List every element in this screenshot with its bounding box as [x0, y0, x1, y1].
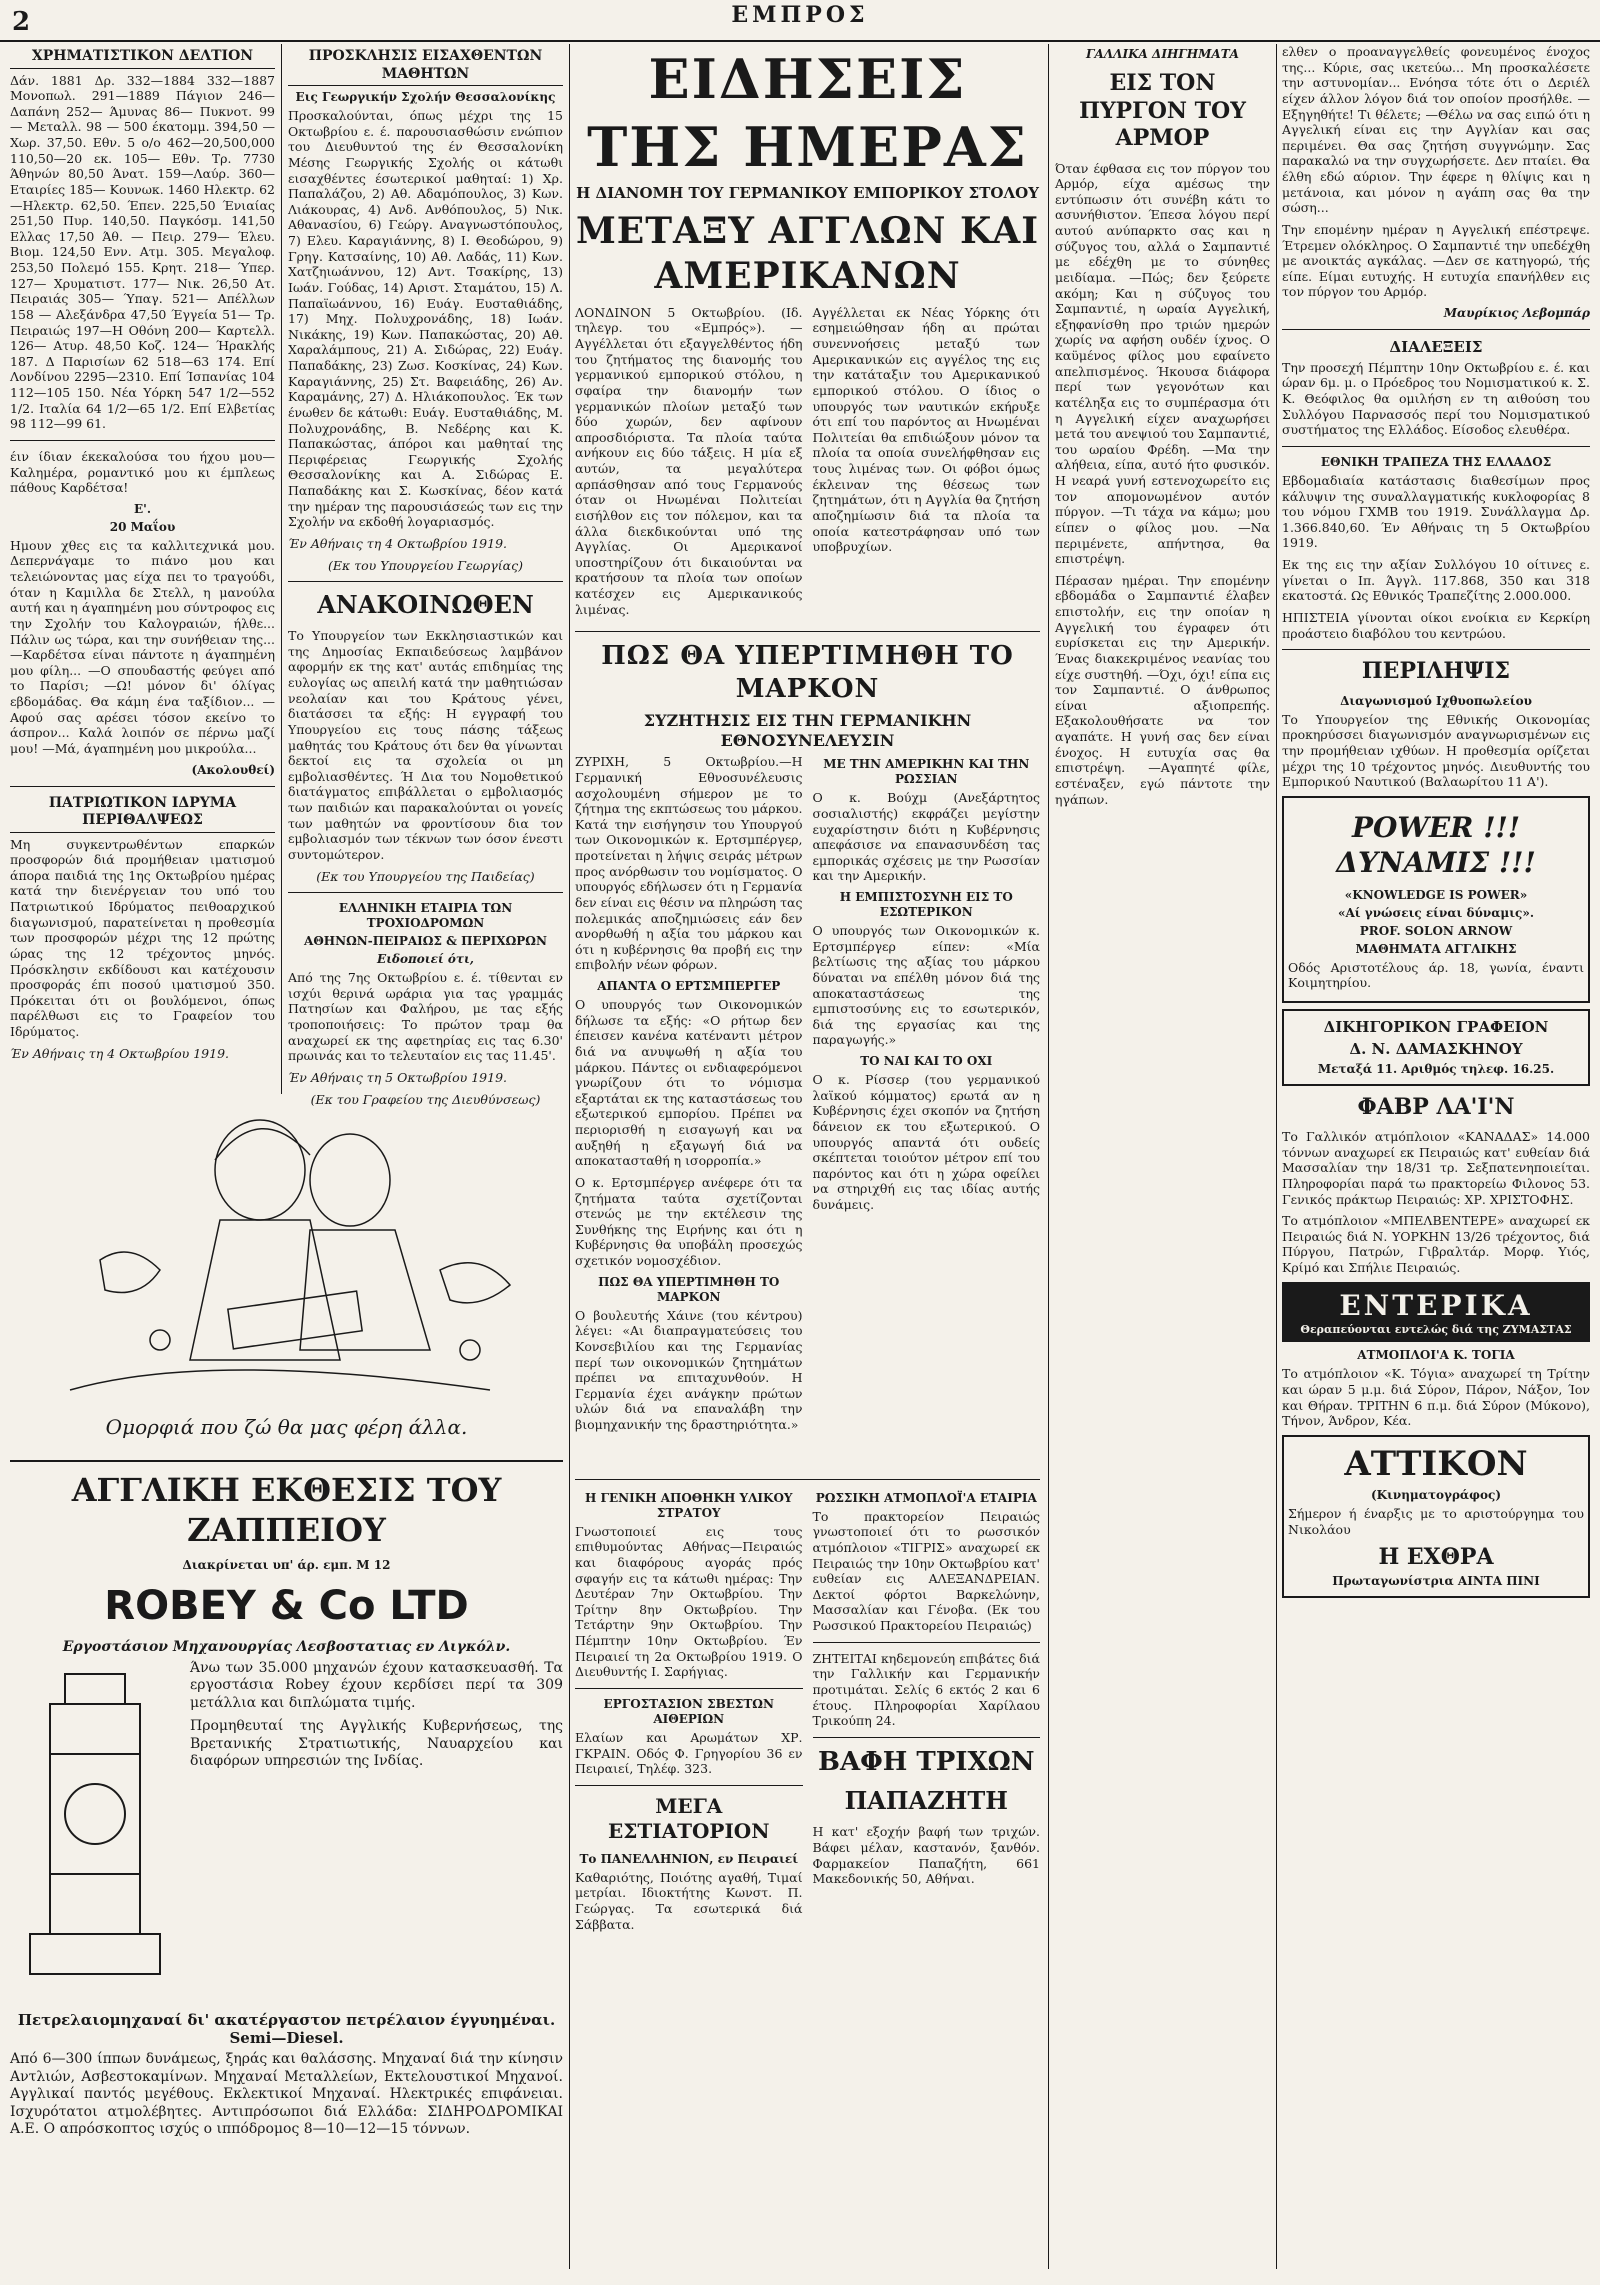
column-rule — [1276, 44, 1277, 2269]
story-column-title: ΓΑΛΛΙΚΑ ΔΙΗΓΗΜΑΤΑ — [1086, 47, 1239, 61]
story-headline: ΕΙΣ ΤΟΝ ΠΥΡΓΟΝ ΤΟΥ ΑΡΜΟΡ — [1079, 70, 1246, 151]
announcement-title: ΑΝΑΚΟΙΝΩΘΕΝ — [317, 590, 534, 620]
adv-title: ΑΓΓΛΙΚΗ ΕΚΘΕΣΙΣ ΤΟΥ ΖΑΠΠΕΙΟΥ — [71, 1471, 502, 1549]
news-headline1: ΜΕΤΑΞΥ ΑΓΓΛΩΝ ΚΑΙ ΑΜΕΡΙΚΑΝΩΝ — [575, 209, 1040, 297]
story2-c: Ο κ. Ερτσμπέργερ ανέφερε ότι τα ζητήματα ταύτα σχετίζονται στενώς με την εκτέλεσιν της Συνθήκης της Ειρήνης και ότι η Κυβέρνησις θα υποβάλη προσεχώς σχετικόν νομοσχέδιον. — [575, 1174, 803, 1268]
news-headline2-sub: ΣΥΖΗΤΗΣΙΣ ΕΙΣ ΤΗΝ ΓΕΡΜΑΝΙΚΗΝ ΕΘΝΟΣΥΝΕΛΕΥΣΙΝ — [643, 711, 972, 751]
foundation-text: Μη συγκεντρωθέντων επαρκών προσφορών διά προμήθειαν ιματισμού άπορα παιδιά της 1ης Οκτωβρίου ημέρας κατά την διενέργειαν του υπό του Πατριωτικού Ιδρύματος πειθοαρχικού διαγωνισμού, παρατείνεται η προθεσμία των προσφορών μέχρι της 12 πρώτης ώρας της 12 τρέχοντος μηνός. Πρόσκλησιν εκδίδουσι και κατέχουσιν προσφοράς έπι ποσού ιματισμού 350. Πρόκειται ότι οι βουλόμενοι, όπως παρέλθωσι εις το Γραφείον του Ιδρύματος. — [10, 836, 275, 1039]
summary-text: Το Υπουργείον της Εθνικής Οικονομίας προκηρύσσει διαγωνισμόν αναγνωρισμένων εις την προμήθειαν ιχθύων. Η προθεσμία ορίζεται μέχρι της 10 τρέχοντος μηνός. Διευθυντής του Εμπορικού Ναυτικού (Βαλαωρίτου 11 Α'). — [1282, 711, 1590, 790]
story2-sub-yesno: ΤΟ ΝΑΙ ΚΑΙ ΤΟ ΟΧΙ — [860, 1054, 993, 1068]
paper-name: ΕΜΠΡΟΣ — [731, 2, 869, 28]
rest-title: ΜΕΓΑ ΕΣΤΙΑΤΟΡΙΟΝ — [607, 1793, 770, 1843]
story2-f: Ο κ. Ρίσσερ (του γερμανικού λαϊκού κόμματος) ερωτά αν η Κυβέρνησις έχει σκοπόν να ζητήση δάνειον εκ του εξωτερικού. Ο υπουργός απαντά ότι ουδείς σκέπτεται τοιούτον μέτρον επί του παρόντος και ότι η χώρα οφείλει να στηριχθή εις τας ιδίας αυτής δυνάμεις. — [812, 1072, 1040, 1212]
dye-name: ΠΑΠΑΖΗΤΗ — [844, 1786, 1008, 1816]
professor-sub: ΜΑΘΗΜΑΤΑ ΑΓΓΛΙΚΗΣ — [1355, 941, 1517, 956]
cinema-text: Σήμερον ή έναρξις με το αριστούργημα του Νικολάου — [1288, 1506, 1584, 1537]
law-name: Δ. Ν. ΔΑΜΑΣΚΗΝΟΥ — [1349, 1039, 1523, 1058]
story2-sub-erzb: ΑΠΑΝΤΑ Ο ΕΡΤΣΜΠΕΡΓΕΡ — [597, 979, 781, 993]
children-reading-illustration — [10, 1100, 563, 1410]
engine-illustration — [10, 1664, 180, 2004]
story2-sub-raise: ΠΩΣ ΘΑ ΥΠΕΡΤΙΜΗΘΗ ΤΟ ΜΑΡΚΟΝ — [598, 1274, 780, 1304]
rest-text: Καθαριότης, Ποιότης αγαθή, Τιμαί μετρίαι. Ιδιοκτήτης Κωνστ. Π. Γεώργας. Τα εσωτερικά διά Σάββατα. — [575, 1869, 803, 1932]
lectures-text: Την προσεχή Πέμπτην 10ην Οκτωβρίου ε. έ. και ώραν 6μ. μ. ο Πρόεδρος του Νομισματικού κ. Σ. Κ. Θεόφιλος θα ομιλήση εν τη αιθούση του Συλλόγου Παρνασσός περί του Νομισματικού συστήματος της Ελλάδος. Είσοδος ελευθέρα. — [1282, 359, 1590, 438]
tram-subtitle: ΑΘΗΝΩΝ-ΠΕΙΡΑΙΩΣ & ΠΕΡΙΧΩΡΩΝ — [304, 934, 547, 949]
dye-title: ΒΑΦΗ ΤΡΙΧΩΝ — [817, 1746, 1035, 1777]
summary-title: ΠΕΡΙΛΗΨΙΣ — [1361, 658, 1511, 685]
story2-a: ΖΥΡΙΧΗ, 5 Οκτωβρίου.—Η Γερμανική Εθνοσυνέλευσις ασχολουμένη σήμερον με το ζήτημα της εκπτώσεως του μάρκου. Κατά την εισήγησιν του Υπουργού των Οικονομικών κ. Ερτσμπέργερ, προτείνεται η λήψις σειράς μέτρων προς ανόρθωσιν του νομίσματος. Ο υπουργός εδήλωσεν ότι η Γερμανία δεν είναι εις θέσιν να πληρώση τας πολεμικάς αποζημιώσεις εάν δεν ανορθωθή η αξία του μάρκου και ότι η κυβέρνησις θα προβή εις την επιβολήν νέων φόρων. — [575, 754, 803, 973]
cust-text: Ελαίων και Αρωμάτων ΧΡ. ΓΚΡΑΙΝ. Οδός Φ. Γρηγορίου 36 εν Πειραιεί, Τηλέφ. 323. — [575, 1729, 803, 1777]
adv-label: Πετρελαιομηχαναί δι' ακατέργαστον πετρέλαιον έγγυημέναι. Semi—Diesel. — [17, 2010, 556, 2048]
serial-number: Ε'. — [134, 501, 151, 516]
column-ads — [1282, 44, 1590, 2269]
adv-sub2: Εργοστάσιον Μηχανουργίας Λεσβοστατιας εν Λιγκόλν. — [62, 1639, 511, 1655]
column-finance — [10, 44, 275, 1094]
enterika-title: ΕΝΤΕΡΙΚΑ — [1339, 1288, 1533, 1322]
rus-title: ΡΩΣΣΙΚΗ ΑΤΜΟΠΛΟΪ'Α ΕΤΑΙΡΙΑ — [815, 1490, 1037, 1505]
students-date: Έν Αθήναις τη 4 Οκτωβρίου 1919. — [288, 535, 507, 551]
column-rule — [1048, 44, 1049, 2269]
story2-sub-market: ΜΕ ΤΗΝ ΑΜΕΡΙΚΗΝ ΚΑΙ ΤΗΝ ΡΩΣΣΙΑΝ — [823, 757, 1030, 787]
column-rule — [569, 44, 570, 2269]
stores-text: Γνωστοποιεί εις τους επιθυμούντας Αθήνας—Πειραιώς και διαφόρους αγοράς πρός σφαγήν εις τα κάτωθι ημέρας: Την Δευτέραν 7ην Οκτωβρίου. Την Τρίτην 8ην Οκτωβρίου. Την Τετάρτην 9ην Οκτωβρίου. Την Πέμπτην 10ην Οκτωβρίου. Έν Πειραιεί τη 2α Οκτωβρίου 1919. Ο Διευθυντής Ι. Σαρήγιας. — [575, 1523, 803, 1680]
adv-sub: Διακρίνεται υπ' άρ. εμπ. Μ 12 — [182, 1558, 391, 1572]
professor-address: Οδός Αριστοτέλους άρ. 18, γωνία, έναντι Κοιμητηρίου. — [1288, 959, 1584, 991]
tram-head: Ειδοποιεί ότι, — [377, 952, 474, 967]
law-address: Μεταξά 11. Αριθμός τηλεφ. 16.25. — [1317, 1061, 1555, 1076]
news-headline2: ΠΩΣ ΘΑ ΥΠΕΡΤΙΜΗΘΗ ΤΟ ΜΑΡΚΟΝ — [601, 641, 1014, 704]
page-number: 2 — [12, 7, 31, 37]
story2-g: Ο βουλευτής Χάινε (του κέντρου) λέγει: «Αι διαπραγματεύσεις του Κονσεβιλίου και της Γερμανίας περί των οικονομικών ζητημάτων πρέπει να επιταχυνθούν. Η Γερμανία έχει ανάγκην πρώτων υλών διά να επαναλάβη την βιομηχανικήν της δραστηριότητα.» — [575, 1307, 803, 1432]
adv-text3: Από 6—300 ίππων δυνάμεως, ξηράς και θαλάσσης. Μηχαναί διά την κίνησιν Αντλιών, Ασβεστοκαμίνων. Μηχαναί Μεταλλείων, Εκτελουστικοί Μηχανοί. Αγγλικαί παντός μεγέθους. Εκλεκτικοί Μηχαναί. Ηλεκτρικές επιφάνειαι. Ισχυρότατοι ατμολέβητες. Αντιπρόσωποι διά Ελλάδα: ΣΙΔΗΡΟΔΡΟΜΙΚΑΙ Α.Ε. Ο απρόσκοπτος ισχύς ο ιππόδρομος 8—10—12—15 τόννων. — [10, 2051, 563, 2137]
power-quote: «KNOWLEDGE IS POWER» — [1344, 887, 1528, 902]
tram-text: Από της 7ης Οκτωβρίου ε. έ. τίθενται εν ισχύι θερινά ωράρια για τας γραμμάς Πατησίων και Φαλήρου, με τας εξής τροποποιήσεις: Το πρώτον τραμ θα αναχωρεί εκ της αφετηρίας εις τας 6.30' πρωινάς και το τελευταίον εις τας 11.45'. — [288, 970, 563, 1064]
story1-a: ΛΟΝΔΙΝΟΝ 5 Οκτωβρίου. (Ιδ. τηλεγρ. του «Εμπρός»). — Αγγέλλεται ότι εξαγγελθέντος ήδη του ζητήματος της διανομής του γερμανικού εμπορικού στόλου, η σφαίρα την διανομήν των γερμανικών πλοίων μεταξύ των δύο χωρών, δεν αφίνουν απροσδιόριστα. Τα πλοία ταύτα ανήκουν εις δύο τάξεις. Η μία εξ αυτών, τα μεγαλύτερα αρπάσθησαν από τους Γερμανούς όταν οι Ηνωμέναι Πολιτείαι εισήλθον εις τον πόλεμον, και τα άλλα διεκδικούνται υπό της Αγγλίας. Οι Αμερικανοί υποστηρίζουν ότι δικαιούνται να κρατήσουν τα πλοία των οποίων κατέσχεν εις Αμερικανικούς λιμένας. — [575, 304, 803, 617]
story-author: Μαυρίκιος Λεβομπάρ — [1443, 306, 1590, 320]
rest-name: Το ΠΑΝΕΛΛΗΝΙΟΝ, εν Πειραιεί — [579, 1851, 799, 1866]
film-title: Η ΕΧΘΡΑ — [1378, 1543, 1494, 1570]
illustration-caption: Ομορφιά που ζώ θα μας φέρη άλλα. — [105, 1415, 468, 1440]
serial-intro: έιν ίδιαν έκεκαλούσα του ήχου μου—Καλημέρα, ρομαντικό μου κι έμπλεως πάθους Καρδέτσα! — [10, 448, 275, 496]
advertisement-robey — [10, 1460, 563, 2277]
professor-name: PROF. SOLON ARNOW — [1359, 923, 1513, 938]
serial-date: 20 Μαΐου — [109, 519, 176, 534]
story2-d: Ο κ. Βούχμ (Ανεξάρτητος σοσιαλιστής) εκφράζει μεγίστην ευχαρίστησιν διότι η Κυβέρνησις απεφάσισε να επανασυνδέση τας εμπορικάς σχέσεις με την Ρωσσίαν και την Αμερικήν. — [812, 790, 1040, 884]
masthead — [0, 0, 1600, 42]
students-subtitle: Εις Γεωργικήν Σχολήν Θεσσαλονίκης — [295, 90, 556, 104]
foundation-date: Έν Αθήναις τη 4 Οκτωβρίου 1919. — [10, 1045, 229, 1061]
law-title: ΔΙΚΗΓΟΡΙΚΟΝ ΓΡΑΦΕΙΟΝ — [1323, 1018, 1549, 1036]
cinema-sub: (Κινηματογράφος) — [1370, 1488, 1502, 1503]
adv-text2: Προμηθευταί της Αγγλικής Κυβερνήσεως, της Βρετανικής Στρατιωτικής, Ναυαρχείου και διαφόρων υπηρεσιών της Ινδίας. — [190, 1718, 563, 1769]
students-title: ΠΡΟΣΚΛΗΣΙΣ ΕΙΣΑΧΘΕΝΤΩΝ ΜΑΘΗΤΩΝ — [288, 48, 563, 86]
news-sub1: Η ΔΙΑΝΟΜΗ ΤΟΥ ΓΕΡΜΑΝΙΚΟΥ ΕΜΠΟΡΙΚΟΥ ΣΤΟΛΟΥ — [576, 184, 1039, 202]
tog-text: Το ατμόπλοιον «Κ. Τόγια» αναχωρεί τη Τρίτην και ώραν 5 μ.μ. διά Σύρον, Πάρον, Νάξον, Ίον και Θήραν. ΤΡΙΤΗΝ 6 π.μ. διά Σύρον (Μύκονο), Τήνον, Άνδρον, Κέα. — [1282, 1366, 1590, 1429]
hilpo-text: ΗΠΙΣΤΕΙΑ γίνονται οίκοι ενοίκια εν Κερκίρη προάστειο διαβόλου του κεντρώου. — [1282, 609, 1590, 641]
bank-title: ΕΘΝΙΚΗ ΤΡΑΠΕΖΑ ΤΗΣ ΕΛΛΑΔΟΣ — [1320, 454, 1552, 469]
cinema-title: ΑΤΤΙΚΟΝ — [1344, 1443, 1528, 1484]
finance-title: ΧΡΗΜΑΤΙΣΤΙΚΟΝ ΔΕΛΤΙΟΝ — [10, 48, 275, 69]
column-story — [1055, 44, 1270, 2269]
power-title: POWER !!! ΔΥΝΑΜΙΣ !!! — [1336, 810, 1536, 879]
fabre-text: Το Γαλλικόν ατμόπλοιον «ΚΑΝΑΔΑΣ» 14.000 τόννων αναχωρεί εκ Πειραιώς κατ' ευθείαν διά Μασσαλίαν την 18/31 τρ. Σεξπατενηποιείται. Πληροφορίαι παρά τω πρακτορείω Φιλονος 53. Γενικός πράκτωρ Πειραιώς: ΧΡ. ΧΡΙΣΤΟΦΗΣ. — [1282, 1129, 1590, 1207]
story-continued2: Την επομένην ημέραν η Αγγελική επέστρεψε. Έτρεμεν ολόκληρος. Ο Σαμπαντιέ την υπεδέχθη με ανοικτάς αγκάλας. —Δεν σε κατηγορώ, τής είπε. Είμαι ευτυχής. Η ευτυχία επανήλθεν εις τον πύργον του Αρμόρ. — [1282, 221, 1590, 300]
column-rule — [281, 44, 282, 1094]
tram-date: Έν Αθήναις τη 5 Οκτωβρίου 1919. — [288, 1069, 507, 1085]
ship-text: Το ατμόπλοιον «ΜΠΕΛΒΕΝΤΕΡΕ» αναχωρεί εκ Πειραιώς διά Ν. ΥΟΡΚΗΝ 13/26 τρέχοντος, διά Πύργου, Πατρών, Γιβραλτάρ. Μορφ. Υιός, Κρίμό και Σπήλιε Πειραιώς. — [1282, 1213, 1590, 1275]
adv-text1: Άνω των 35.000 μηχανών έχουν κατασκευασθή. Τα εργοστάσια Robey έχουν κερδίσει περί τα 309 μετάλλια και διπλώματα τιμής. — [190, 1659, 563, 1711]
film-sub: Πρωταγωνίστρια ΑΙΝΤΑ ΠΙΝΙ — [1332, 1574, 1540, 1589]
cust-title: ΕΡΓΟΣΤΑΣΙΟΝ ΣΒΕΣΤΩΝ ΑΙΘΕΡΙΩΝ — [603, 1696, 774, 1726]
story2-b: Ο υπουργός των Οικονομικών δήλωσε τα εξής: «Ο ρήτωρ δεν έπεισεν κανένα κατέναντι μέτρον διά να ανυψωθή η αξία του μάρκου. Πάντες οι ενδιαφερόμενοι γνωρίζουν ότι το νόμισμα εξαρτάται εκ της καταστάσεως του εξωτερικού εμπορίου. Πρέπει να περιορισθή η εισαγωγή και να αυξηθή η εξαγωγή διά να αποκατασταθή η ισορροπία.» — [575, 997, 803, 1169]
stores-title: Η ΓΕΝΙΚΗ ΑΠΟΘΗΚΗ ΥΛΙΚΟΥ ΣΤΡΑΤΟΥ — [585, 1490, 793, 1520]
story2-e: Ο υπουργός των Οικονομικών κ. Ερτσμπέργερ είπεν: «Μία βελτίωσις της αξίας του μάρκου δύναται να επέλθη μόνον διά της αποκαταστάσεως της εμπιστοσύνης εις το εσωτερικόν, διά της εργασίας και της παραγωγής.» — [812, 923, 1040, 1048]
dye-text: Η κατ' εξοχήν βαφή των τριχών. Βάφει μέλαν, καστανόν, ξανθόν. Φαρμακείον Παπαζήτη, 661 Μακεδονικής 50, Αθήναι. — [812, 1824, 1040, 1887]
story-text: Όταν έφθασα εις τον πύργον του Αρμόρ, είχα αμέσως την εντύπωσιν ότι συνέβη κάτι το ασυνήθιστον. Έπεσα λόγου περί αυτού ανύπαρκτο σας και η σύζυγος του, αλλά ο Σαμπαντιέ με εδέχθη με το σύνηθες μειδίαμα. —Πώς; δεν ξεύρετε ακόμη; Και η σύζυγος του Σαμπαντιέ, η ωραία Αγγελική, εξηφανίσθη προ τριών ημερών χωρίς να αφήση ουδέν ίχνος. Ο καϋμένος φίλος μου εφαίνετο απελπισμένος. Ήκουσα διάφορα περί των γεγονότων και κατέληξα εις το συμπέρασμα ότι η Αγγελική είχεν αναχωρήσει μετά του ανεψιού του Σαμπαντιέ, του ωραίου Φρέδη. —Μα την αλήθεια, είπα, αυτό ήτο φυσικόν. Η νεαρά γυνή εστενοχωρείτο εις τον απομονωμένον αυτόν πύργον. —Τι τάχα να κάμω; μου είπεν ο φίλος μου. —Να περιμένετε, απήντησα, θα επιστρέψη. — [1055, 160, 1270, 567]
students-source: (Εκ του Υπουργείου Γεωργίας) — [328, 557, 523, 573]
fabre-title: ΦΑΒΡ ΛΑ'Ι'Ν — [1357, 1093, 1515, 1120]
enterika-sub: Θεραπεύονται εντελώς διά της ΖΥΜΑΣΤΑΣ — [1300, 1322, 1572, 1336]
column-notices — [288, 44, 563, 1107]
power-trans: «Αί γνώσεις είναι δύναμις». — [1337, 905, 1534, 920]
story-continued: ελθεν ο προαναγγελθείς φονευμένος ένοχος της... Κύριε, σας ικετεύω... Μη προσκαλέσετε την αστυνομίαν... Ενόησα τότε ότι ο Δεριέλ είχεν άλλον λόγον διά τον οποίον προσήλθε. —Εξηγηθήτε! Τι θέλετε; —Θέλω να σας ειπώ ότι η Αγγελική είναι εις την Αγγλίαν και σας περιμένει. Θα σας ζητήση συγγνώμην. Σας παρακαλώ να την συγχωρήσετε. Δεν πταίει. Θα έλθη εδώ αύριον. Την έφερε η θλίψις και η μετάνοια, και μόνον η αγάπη σας θα την σώση... — [1282, 44, 1590, 216]
wanted-text: ΖΗΤΕΙΤΑΙ κηδεμονεύη επιβάτες διά την Γαλλικήν και Γερμανικήν προτιμάται. Σελίς 6 εκτός 2 και 6 έτους. Πληροφορίαι Χαρίλαου Τρικούπη 24. — [812, 1650, 1040, 1729]
story1-b: Αγγέλλεται εκ Νέας Υόρκης ότι εσημειώθησαν ήδη αι πρώται συνεννοήσεις μεταξύ των Αμερικανικών εις αγγέλος της εις την κατάταξιν του Αμερικανικού εμπορικού στόλου. Ο ίδιος ο υπουργός των ναυτικών εκήρυξε ότι επί του παρόντος αι Ηνωμέναι Πολιτείαι θα επιδιώξουν μόνον τα πλοία τα οποία συνελήφθησαν εις τους λιμένας των. Οι φόβοι όμως έκλειναν της θέσεως των ζητημάτων, ότι η Αγγλία θα ζητήση αποζημίωσιν διά τα πλοία τα οποία κατεστράφησαν υπό των υποβρυχίων. — [812, 304, 1040, 555]
bank-text: Εβδομαδιαία κατάστασις διαθεσίμων προς κάλυψιν της συναλλαγματικής κυκλοφορίας 8 του νόμου ΓΧΜΒ του 1919. Συνάλλαγμα Δρ. 1.366.840,60. Έν Αθήναις τη 5 Οκτωβρίου 1919. — [1282, 472, 1590, 551]
story-text2: Πέρασαν ημέραι. Την επομένην εβδομάδα ο Σαμπαντιέ έλαβεν επιστολήν, εις την οποίαν η Αγγελική του έγραφεν ότι ευρίσκεται εις την Αμερικήν. Ένας διακεκριμένος νεανίας του είχε συστηθή. —Όχι, όχι! είπα εις τον Σαμπαντιέ. Ο άνθρωπος είναι αξιοπρεπής. Εξακολουθήσατε να τον αγαπάτε. Η γυνή σας δεν είναι ένοχος. Η ευτυχία σας θα επιστρέψη. —Αγαπητέ φίλε, εστέναξεν, εγώ πάντοτε την ηγάπων. — [1055, 572, 1270, 807]
finance-text: Δάν. 1881 Δρ. 332—1884 332—1887 Μονοπωλ. 291—1889 Πάγιον 246— Δαπάνη 252— Άμυνας 86— Πυκνοτ. 99 — Μεταλλ. 98 — 500 έκατομμ. 394,50 —Χωρ. 37,50. Εθν. 5 ο/ο 462—20,500,000 110,50—20 εκ. 105— Εθν. Τρ. 7730 Άθηνών 80,50 Άνατ. 159—Λαύρ. 360— Εταιρίες 185— Κουνωκ. 1460 Ηλεκτρ. 62—Ηλεκτρ. 62,50. Έπεν. 225,50 Ένιαίας 251,50 Πυρ. 140,50. Παγκόσμ. 141,50 Ελλας 17,50 Άθ. — Πειρ. 279— Έλευ. Βιομ. 124,50 Ενν. Ατμ. 305. Μεγαλοφ. 253,50 Πολεμό 155. Κρητ. 218— Ύπερ. 127— Χρυματιστ. 177— Νικ. 26,50 Ατ. Πειραιάς 305— Ύπαγ. 521— Απέλλων 158 — Αλεξάνδρα 47,50 Έγγεία 51— Τρ. Πειραιώς 197—Η Οθόνη 200— Καρτελλ. 126— Ατυρ. 48,50 Κοζ. 124— Ήρακλής 187. Δ Παρισίων 62 518—63 174. Επί Λονδίνου 2295—2310. Επί Ίσπανίας 104 112—105 150. Νέα Υόρκη 547 1/2—552 1/2. Ιταλία 64 1/2—65 1/2. Επί Ελβετίας 98 112—99 61. — [10, 72, 275, 432]
tram-title: ΕΛΛΗΝΙΚΗ ΕΤΑΙΡΙΑ ΤΩΝ ΤΡΟΧΙΟΔΡΟΜΩΝ — [338, 901, 513, 931]
adv-brand: ROBEY & Co LTD — [104, 1583, 469, 1629]
lectures-title: ΔΙΑΛΕΞΕΙΣ — [1389, 338, 1483, 356]
bank-text2: Εκ της εις την αξίαν Συλλόγου 10 οίτινες ε. γίνεται ο Ιπ. Άγγλ. 117.868, 350 και 318 εκατοστά. Ως Εθνικός Τραπεζίτης 2.000.000. — [1282, 557, 1590, 604]
news-banner: ΕΙΔΗΣΕΙΣ ΤΗΣ ΗΜΕΡΑΣ — [587, 47, 1028, 179]
summary-sub: Διαγωνισμού Ιχθυοπωλείου — [1340, 693, 1532, 708]
students-text: Προσκαλούνται, όπως μέχρι της 15 Οκτωβρίου ε. έ. παρουσιασθώσιν ενώπιον του Διευθυντού της έν Θεσσαλονίκη Μέσης Γεωργικής Σχολής οι κάτωθι εισαχθέντες έσωτερικοί μαθηταί: 1) Χρ. Παπαλάζου, 2) Αθ. Αδαμόπουλος, 3) Κων. Λιάκουρας, 4) Ανδ. Ανθόπουλος, 5) Νικ. Αθανασίου, 6) Γεώργ. Αναγνωστόπουλος, 7) Ελευ. Καραγιάννης, 8) Ι. Θεοδώρου, 9) Γρηγ. Κατσαίνης, 10) Αθ. Λαδάς, 11) Κων. Χατζηιωάννου, 12) Αντ. Τσακίρης, 13) Ιωάν. Γούδας, 14) Αριστ. Σταμάτου, 15) Λ. Παπαϊωάννου, 16) Ευάγ. Ευσταθιάδης, 17) Μηχ. Πολυχρονάδης, 18) Ιωάν. Νικάκης, 19) Κων. Παπακώστας, 20) Αθ. Χαραλάμπους, 21) Α. Σιδώρας, 22) Ευάγ. Παπαδάκης, 23) Ζωσ. Κοσκίνας, 24) Κων. Καραγιάννης, 25) Στ. Βαφειάδης, 26) Αν. Καραμάνης, 27) Δ. Ηλιάκοπουλος. Έκ των ένωθεν δε κάτωθι: Ευάγ. Ευσταθιάδης, Μ. Πολυχρονάδης, Β. Νεδέρης και Κ. Παπακώστας, άπόροι και μαθηταί της Περιφέρειας Γεωργικής Σχολής Θεσσαλονίκης και Α. Σιδώρας Ε. Παπαδάκης και Σ. Κωσκίνας, δέον κατά την ημέραν της παρουσιάσεώς των εις την Σχολήν να εκδοθή λογαριασμός. — [288, 108, 563, 530]
column-news — [575, 44, 1040, 2269]
announcement-source: (Εκ του Υπουργείου της Παιδείας) — [316, 868, 535, 884]
story2-sub-support: Η ΕΜΠΙΣΤΟΣΥΝΗ ΕΙΣ ΤΟ ΕΣΩΤΕΡΙΚΟΝ — [839, 890, 1013, 919]
tram-source: (Εκ του Γραφείου της Διευθύνσεως) — [310, 1091, 541, 1107]
foundation-title: ΠΑΤΡΙΩΤΙΚΟΝ ΙΔΡΥΜΑ ΠΕΡΙΘΑΛΨΕΩΣ — [10, 795, 275, 833]
rus-text: Το πρακτορείον Πειραιώς γνωστοποιεί ότι το ρωσσικόν ατμόπλοιον «ΤΙΓΡΙΣ» αναχωρεί εκ Πειραιώς την 10ην Οκτωβρίου κατ' ευθείαν εις ΑΛΕΞΑΝΔΡΕΙΑΝ. Δεκτοί φόρτοι Βαρκελώνην, Μασσαλίαν και Γένοβα. (Εκ του Ρωσσικού Πρακτορείου Πειραιώς) — [812, 1508, 1040, 1633]
serial-follow: (Ακολουθεί) — [191, 762, 275, 777]
announcement-text: Το Υπουργείον των Εκκλησιαστικών και της Δημοσίας Εκπαιδεύσεως λαμβάνον αφορμήν εκ της κατ' αυτάς επιδημίας της ευλογίας ως απειλή κατά την μαθητιώσαν νεολαίαν και του Κράτους γένει, διατάσσει τα εξής: Η εγγραφή του Υπουργείου εις τους πάσης τάξεως μαθητάς του Κράτους ότι δεν θα γίνωνται δεκτοί εις τα σχολεία οι μη εμβολιασθέντες. Ή Δια του Νομοθετικού διατάγματος επιβάλλεται ο εμβολιασμός των παιδιών και παρακαλούνται οι γονείς των μαθητών να φροντίσουν δια τον εμβολιασμόν των τέκνων των όσον ένεστι συντομώτερον. — [288, 628, 563, 862]
illustration — [10, 1100, 563, 1450]
serial-text: Ημουν χθες εις τα καλλιτεχνικά μου. Δεπερνάγαμε το πιάνο μου και τελειώνοντας μας είχα πει το τραγούδι, όταν η Καμιλλα δε Στελλ, η μανούλα αυτή και η άγαπημένη μου σύντροφος εις την Σχολήν του Καλογραιών, ήλθε... Πάλιν ως τώρα, και την συνήθειαν της... —Καρδέτσα είναι πάντοτε η άγαπημένη μου φίλη... —Ο σπουδαστής φεύγει από το Παρίσι; —Ω! μόνον δι' όλίγας εβδομάδας. Θα κάμη ένα ταξίδιον... —Αφού σας αρέσει τόσον εκείνο το άσπρον... Καλά λοιπόν σε πέρνω μαζί μου! —Μά, άγαπημένη μου μικρούλα... — [10, 537, 275, 756]
tog-title: ΑΤΜΟΠΛΟΙ'Α Κ. ΤΟΓΙΑ — [1357, 1348, 1515, 1363]
